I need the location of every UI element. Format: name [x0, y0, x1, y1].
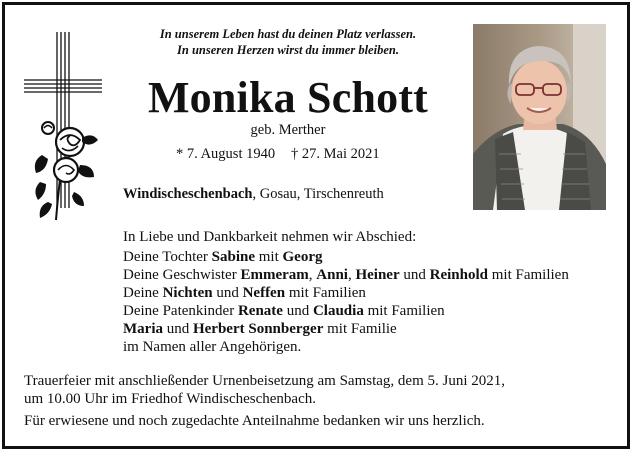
residence-place: Windischeschenbach: [123, 186, 253, 202]
deceased-name: Monika Schott: [147, 73, 429, 122]
mourner-line-6: im Namen aller Angehörigen.: [123, 339, 302, 355]
death-date: † 27. Mai 2021: [291, 146, 380, 162]
mourner-line-2: Deine Geschwister Emmeram, Anni, Heiner und Reinhold mit Familien: [123, 267, 569, 283]
mourner-line-3: Deine Nichten und Neffen mit Familien: [123, 285, 366, 301]
birth-date: * 7. August 1940: [176, 146, 276, 162]
residence: [123, 186, 384, 203]
motto-line-1: In unserem Leben hast du deinen Platz verlassen.: [159, 27, 417, 41]
funeral-line-2: um 10.00 Uhr im Friedhof Windischeschenbach.: [24, 391, 316, 407]
cross-icon: [22, 30, 108, 225]
birth-name: geb. Merther: [250, 122, 326, 138]
portrait-photo: [473, 24, 606, 210]
mourner-line-5: Maria und Herbert Sonnberger mit Familie: [123, 321, 397, 337]
motto-line-2: In unseren Herzen wirst du immer bleiben.: [177, 43, 399, 57]
rose-icon: [35, 122, 98, 220]
mourners-intro: In Liebe und Dankbarkeit nehmen wir Abschied:: [123, 229, 417, 245]
mourner-line-4: Deine Patenkinder Renate und Claudia mit Familien: [123, 303, 445, 319]
mourner-line-1: Deine Tochter Sabine mit Georg: [123, 249, 323, 265]
funeral-line-1: Trauerfeier mit anschließender Urnenbeisetzung am Samstag, dem 5. Juni 2021,: [24, 373, 505, 389]
residence-rest: , Gosau, Tirschenreuth: [252, 186, 384, 202]
thanks-line: Für erwiesene und noch zugedachte Anteilnahme bedanken wir uns herzlich.: [24, 413, 485, 429]
